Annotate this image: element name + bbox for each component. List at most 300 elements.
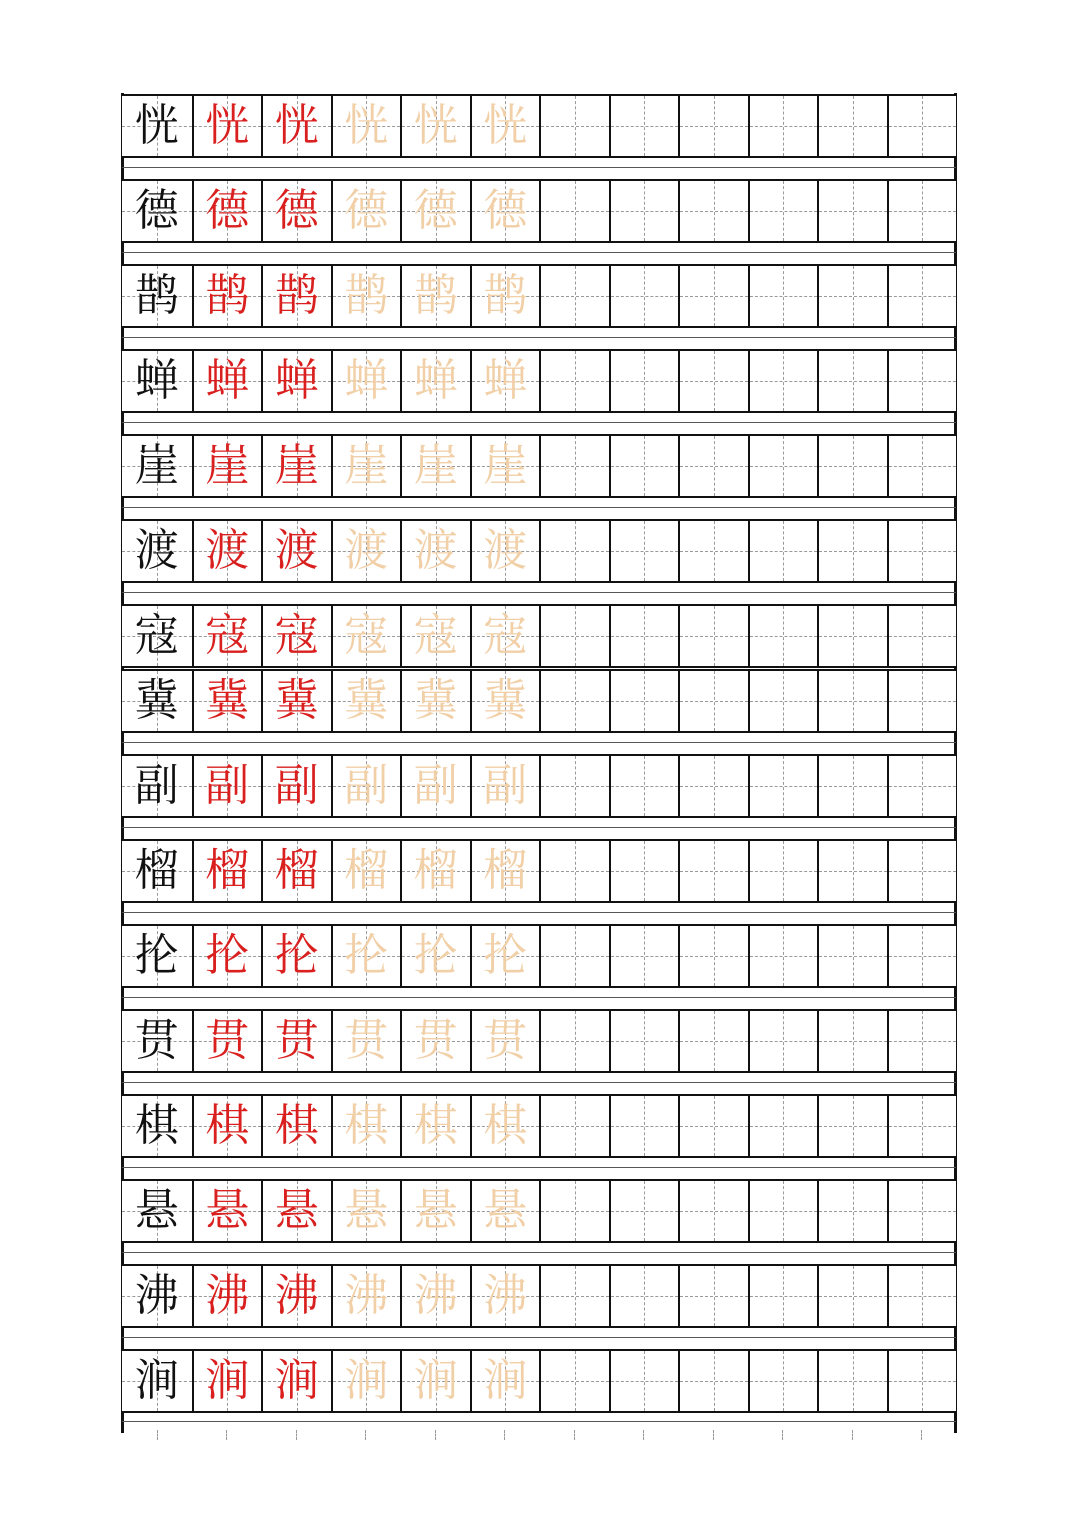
row-spacer: [122, 243, 956, 264]
row-spacer: [122, 733, 956, 754]
horizontal-guide-line: [680, 1126, 748, 1127]
red-example-character: 寇: [205, 610, 250, 661]
model-character: 德: [134, 185, 179, 236]
trace-character: 冀: [413, 675, 458, 726]
model-character-cell: [122, 266, 192, 326]
trace-character: 鹊: [483, 270, 528, 321]
red-example-cell: [192, 1011, 262, 1071]
red-example-character: 沸: [205, 1270, 250, 1321]
blank-writing-cell[interactable]: [748, 521, 818, 581]
horizontal-guide-line: [680, 1296, 748, 1297]
horizontal-guide-line: [750, 1211, 818, 1212]
horizontal-guide-line: [819, 786, 887, 787]
row-spacer: [122, 413, 956, 434]
blank-writing-cell[interactable]: [887, 1266, 957, 1326]
blank-writing-cell[interactable]: [817, 1011, 887, 1071]
practice-row: [122, 434, 956, 498]
spacer-line: [122, 1421, 956, 1422]
trace-character: 涧: [413, 1355, 458, 1406]
blank-writing-cell[interactable]: [678, 671, 748, 731]
horizontal-guide-line: [750, 871, 818, 872]
blank-writing-cell[interactable]: [678, 1011, 748, 1071]
blank-writing-cell[interactable]: [748, 96, 818, 156]
blank-writing-cell[interactable]: [887, 841, 957, 901]
red-example-cell: [261, 1096, 331, 1156]
blank-writing-cell[interactable]: [748, 606, 818, 666]
blank-writing-cell[interactable]: [678, 1266, 748, 1326]
horizontal-guide-line: [680, 466, 748, 467]
model-character: 恍: [134, 100, 179, 151]
trace-cell: [331, 1181, 401, 1241]
red-example-cell: [261, 351, 331, 411]
trace-character: 棋: [344, 1100, 389, 1151]
trace-character: 榴: [413, 845, 458, 896]
horizontal-guide-line: [541, 701, 609, 702]
horizontal-guide-line: [750, 1126, 818, 1127]
horizontal-guide-line: [541, 211, 609, 212]
spacer-line: [122, 827, 956, 828]
horizontal-guide-line: [750, 1381, 818, 1382]
red-example-cell: [192, 756, 262, 816]
blank-writing-cell[interactable]: [539, 1351, 609, 1411]
red-example-cell: [261, 841, 331, 901]
horizontal-guide-line: [541, 1381, 609, 1382]
trace-character: 副: [344, 760, 389, 811]
blank-writing-cell[interactable]: [609, 1351, 679, 1411]
blank-writing-cell[interactable]: [539, 1266, 609, 1326]
blank-writing-cell[interactable]: [748, 436, 818, 496]
spacer-line: [122, 1252, 956, 1253]
trace-character: 崖: [483, 440, 528, 491]
blank-writing-cell[interactable]: [539, 181, 609, 241]
blank-writing-cell[interactable]: [539, 841, 609, 901]
trace-cell: [470, 606, 540, 666]
model-character: 贯: [134, 1015, 179, 1066]
blank-writing-cell[interactable]: [887, 671, 957, 731]
trace-character: 渡: [413, 525, 458, 576]
horizontal-guide-line: [889, 871, 957, 872]
model-character: 抡: [134, 930, 179, 981]
blank-writing-cell[interactable]: [609, 1096, 679, 1156]
horizontal-guide-line: [819, 551, 887, 552]
horizontal-guide-line: [819, 636, 887, 637]
horizontal-guide-line: [680, 126, 748, 127]
trace-cell: [400, 1181, 470, 1241]
blank-writing-cell[interactable]: [817, 1181, 887, 1241]
horizontal-guide-line: [819, 296, 887, 297]
blank-writing-cell[interactable]: [887, 1181, 957, 1241]
red-example-cell: [261, 181, 331, 241]
blank-writing-cell[interactable]: [817, 606, 887, 666]
blank-writing-cell[interactable]: [887, 926, 957, 986]
trace-cell: [400, 1266, 470, 1326]
trace-character: 恍: [344, 100, 389, 151]
trace-cell: [400, 436, 470, 496]
blank-writing-cell[interactable]: [539, 1181, 609, 1241]
spacer-line: [122, 1167, 956, 1168]
red-example-cell: [261, 606, 331, 666]
horizontal-guide-line: [750, 786, 818, 787]
red-example-cell: [192, 1096, 262, 1156]
horizontal-guide-line: [889, 211, 957, 212]
horizontal-guide-line: [889, 296, 957, 297]
horizontal-guide-line: [750, 211, 818, 212]
blank-writing-cell[interactable]: [817, 521, 887, 581]
model-character-cell: [122, 1011, 192, 1071]
red-example-character: 副: [274, 760, 319, 811]
horizontal-guide-line: [819, 1211, 887, 1212]
trace-character: 蝉: [483, 355, 528, 406]
horizontal-guide-line: [680, 296, 748, 297]
practice-row: [122, 1264, 956, 1328]
trace-cell: [470, 926, 540, 986]
blank-writing-cell[interactable]: [887, 521, 957, 581]
horizontal-guide-line: [889, 466, 957, 467]
model-character-cell: [122, 181, 192, 241]
spacer-line: [122, 1337, 956, 1338]
horizontal-guide-line: [889, 126, 957, 127]
trace-character: 德: [483, 185, 528, 236]
blank-writing-cell[interactable]: [817, 1351, 887, 1411]
spacer-line: [122, 167, 956, 168]
spacer-line: [122, 1082, 956, 1083]
blank-writing-cell[interactable]: [609, 351, 679, 411]
trace-cell: [331, 1266, 401, 1326]
row-spacer: [122, 1413, 956, 1430]
bottom-guide-tick: [226, 1430, 227, 1440]
trace-cell: [470, 266, 540, 326]
horizontal-guide-line: [611, 1211, 679, 1212]
row-spacer: [122, 1158, 956, 1179]
trace-cell: [331, 181, 401, 241]
blank-writing-cell[interactable]: [748, 1181, 818, 1241]
trace-cell: [470, 521, 540, 581]
horizontal-guide-line: [611, 786, 679, 787]
blank-writing-cell[interactable]: [609, 96, 679, 156]
red-example-character: 贯: [205, 1015, 250, 1066]
trace-cell: [331, 756, 401, 816]
horizontal-guide-line: [819, 381, 887, 382]
trace-character: 恍: [413, 100, 458, 151]
trace-cell: [470, 1096, 540, 1156]
trace-character: 渡: [344, 525, 389, 576]
horizontal-guide-line: [889, 1041, 957, 1042]
horizontal-guide-line: [889, 786, 957, 787]
blank-writing-cell[interactable]: [887, 351, 957, 411]
blank-writing-cell[interactable]: [678, 756, 748, 816]
blank-writing-cell[interactable]: [887, 1011, 957, 1071]
trace-cell: [400, 351, 470, 411]
red-example-character: 冀: [274, 675, 319, 726]
trace-cell: [400, 841, 470, 901]
blank-writing-cell[interactable]: [748, 1266, 818, 1326]
red-example-cell: [192, 671, 262, 731]
horizontal-guide-line: [889, 1211, 957, 1212]
blank-writing-cell[interactable]: [748, 1011, 818, 1071]
horizontal-guide-line: [541, 381, 609, 382]
blank-writing-cell[interactable]: [748, 351, 818, 411]
red-example-cell: [192, 1181, 262, 1241]
blank-writing-cell[interactable]: [748, 1096, 818, 1156]
trace-character: 德: [413, 185, 458, 236]
trace-character: 沸: [413, 1270, 458, 1321]
blank-writing-cell[interactable]: [609, 606, 679, 666]
trace-character: 榴: [483, 845, 528, 896]
trace-character: 棋: [413, 1100, 458, 1151]
blank-writing-cell[interactable]: [609, 756, 679, 816]
trace-cell: [400, 671, 470, 731]
red-example-character: 恍: [205, 100, 250, 151]
red-example-character: 崖: [274, 440, 319, 491]
blank-writing-cell[interactable]: [609, 926, 679, 986]
blank-writing-cell[interactable]: [539, 351, 609, 411]
red-example-character: 抡: [205, 930, 250, 981]
blank-writing-cell[interactable]: [678, 96, 748, 156]
blank-writing-cell[interactable]: [678, 521, 748, 581]
blank-writing-cell[interactable]: [678, 926, 748, 986]
blank-writing-cell[interactable]: [609, 671, 679, 731]
practice-row: [122, 1349, 956, 1413]
blank-writing-cell[interactable]: [817, 1096, 887, 1156]
red-example-cell: [192, 841, 262, 901]
model-character: 涧: [134, 1355, 179, 1406]
trace-character: 冀: [344, 675, 389, 726]
row-spacer: [122, 818, 956, 839]
blank-writing-cell[interactable]: [817, 671, 887, 731]
red-example-character: 恍: [274, 100, 319, 151]
blank-writing-cell[interactable]: [678, 841, 748, 901]
trace-cell: [470, 1011, 540, 1071]
blank-writing-cell[interactable]: [748, 181, 818, 241]
blank-writing-cell[interactable]: [678, 1181, 748, 1241]
blank-writing-cell[interactable]: [817, 926, 887, 986]
red-example-character: 鹊: [274, 270, 319, 321]
trace-cell: [400, 521, 470, 581]
blank-writing-cell[interactable]: [539, 266, 609, 326]
blank-writing-cell[interactable]: [609, 266, 679, 326]
blank-writing-cell[interactable]: [609, 181, 679, 241]
horizontal-guide-line: [750, 551, 818, 552]
model-character-cell: [122, 521, 192, 581]
horizontal-guide-line: [680, 1211, 748, 1212]
blank-writing-cell[interactable]: [539, 436, 609, 496]
blank-writing-cell[interactable]: [678, 266, 748, 326]
blank-writing-cell[interactable]: [539, 606, 609, 666]
blank-writing-cell[interactable]: [817, 841, 887, 901]
red-example-character: 榴: [274, 845, 319, 896]
trace-character: 冀: [483, 675, 528, 726]
blank-writing-cell[interactable]: [887, 1351, 957, 1411]
practice-row: [122, 264, 956, 328]
red-example-cell: [261, 756, 331, 816]
trace-cell: [331, 266, 401, 326]
blank-writing-cell[interactable]: [748, 756, 818, 816]
practice-row: [122, 519, 956, 583]
bottom-guide-tick: [296, 1430, 297, 1440]
model-character-cell: [122, 1181, 192, 1241]
blank-writing-cell[interactable]: [539, 671, 609, 731]
blank-writing-cell[interactable]: [609, 1011, 679, 1071]
spacer-line: [122, 507, 956, 508]
red-example-cell: [192, 521, 262, 581]
practice-row: [122, 349, 956, 413]
horizontal-guide-line: [541, 466, 609, 467]
trace-character: 榴: [344, 845, 389, 896]
trace-cell: [470, 96, 540, 156]
blank-writing-cell[interactable]: [539, 756, 609, 816]
practice-row: [122, 1094, 956, 1158]
blank-writing-cell[interactable]: [817, 756, 887, 816]
blank-writing-cell[interactable]: [539, 1011, 609, 1071]
horizontal-guide-line: [611, 636, 679, 637]
blank-writing-cell[interactable]: [817, 96, 887, 156]
horizontal-guide-line: [611, 701, 679, 702]
horizontal-guide-line: [889, 636, 957, 637]
red-example-character: 副: [205, 760, 250, 811]
horizontal-guide-line: [889, 1126, 957, 1127]
model-character-cell: [122, 351, 192, 411]
red-example-character: 榴: [205, 845, 250, 896]
trace-cell: [470, 181, 540, 241]
horizontal-guide-line: [611, 1381, 679, 1382]
spacer-line: [122, 742, 956, 743]
blank-writing-cell[interactable]: [748, 671, 818, 731]
blank-writing-cell[interactable]: [817, 266, 887, 326]
model-character: 蝉: [134, 355, 179, 406]
blank-writing-cell[interactable]: [748, 841, 818, 901]
horizontal-guide-line: [541, 871, 609, 872]
blank-writing-cell[interactable]: [609, 521, 679, 581]
blank-writing-cell[interactable]: [817, 181, 887, 241]
practice-row: [122, 839, 956, 903]
blank-writing-cell[interactable]: [539, 1096, 609, 1156]
horizontal-guide-line: [680, 636, 748, 637]
trace-cell: [331, 841, 401, 901]
red-example-character: 悬: [205, 1185, 250, 1236]
row-spacer: [122, 328, 956, 349]
horizontal-guide-line: [541, 296, 609, 297]
blank-writing-cell[interactable]: [678, 181, 748, 241]
red-example-character: 棋: [205, 1100, 250, 1151]
horizontal-guide-line: [750, 126, 818, 127]
red-example-cell: [192, 1266, 262, 1326]
blank-writing-cell[interactable]: [887, 606, 957, 666]
red-example-character: 贯: [274, 1015, 319, 1066]
red-example-character: 渡: [205, 525, 250, 576]
red-example-character: 蝉: [274, 355, 319, 406]
trace-character: 崖: [413, 440, 458, 491]
blank-writing-cell[interactable]: [609, 1181, 679, 1241]
horizontal-guide-line: [680, 871, 748, 872]
blank-writing-cell[interactable]: [539, 926, 609, 986]
red-example-cell: [192, 96, 262, 156]
model-character-cell: [122, 671, 192, 731]
red-example-cell: [261, 96, 331, 156]
blank-writing-cell[interactable]: [817, 1266, 887, 1326]
model-character-cell: [122, 436, 192, 496]
trace-character: 崖: [344, 440, 389, 491]
blank-writing-cell[interactable]: [678, 436, 748, 496]
trace-character: 德: [344, 185, 389, 236]
trace-cell: [331, 1351, 401, 1411]
blank-writing-cell[interactable]: [748, 266, 818, 326]
horizontal-guide-line: [819, 1296, 887, 1297]
practice-row: [122, 669, 956, 733]
horizontal-guide-line: [680, 211, 748, 212]
blank-writing-cell[interactable]: [817, 351, 887, 411]
practice-row: [122, 1179, 956, 1243]
blank-writing-cell[interactable]: [887, 436, 957, 496]
blank-writing-cell[interactable]: [887, 756, 957, 816]
horizontal-guide-line: [541, 786, 609, 787]
blank-writing-cell[interactable]: [539, 521, 609, 581]
horizontal-guide-line: [819, 1041, 887, 1042]
practice-row: [122, 604, 956, 668]
blank-writing-cell[interactable]: [887, 96, 957, 156]
trace-character: 蝉: [344, 355, 389, 406]
blank-writing-cell[interactable]: [678, 1351, 748, 1411]
trace-cell: [470, 1351, 540, 1411]
horizontal-guide-line: [819, 956, 887, 957]
trace-character: 棋: [483, 1100, 528, 1151]
model-character-cell: [122, 1266, 192, 1326]
red-example-character: 鹊: [205, 270, 250, 321]
horizontal-guide-line: [611, 1126, 679, 1127]
trace-cell: [400, 1011, 470, 1071]
blank-writing-cell[interactable]: [678, 606, 748, 666]
red-example-cell: [261, 1351, 331, 1411]
blank-writing-cell[interactable]: [609, 436, 679, 496]
horizontal-guide-line: [819, 211, 887, 212]
blank-writing-cell[interactable]: [817, 436, 887, 496]
spacer-line: [122, 252, 956, 253]
red-example-cell: [261, 521, 331, 581]
trace-character: 沸: [483, 1270, 528, 1321]
horizontal-guide-line: [750, 701, 818, 702]
horizontal-guide-line: [889, 956, 957, 957]
horizontal-guide-line: [819, 466, 887, 467]
blank-writing-cell[interactable]: [539, 96, 609, 156]
trace-character: 渡: [483, 525, 528, 576]
trace-character: 寇: [413, 610, 458, 661]
trace-cell: [331, 926, 401, 986]
blank-writing-cell[interactable]: [678, 1096, 748, 1156]
blank-writing-cell[interactable]: [887, 1096, 957, 1156]
red-example-character: 悬: [274, 1185, 319, 1236]
trace-cell: [331, 521, 401, 581]
horizontal-guide-line: [680, 701, 748, 702]
spacer-line: [122, 422, 956, 423]
trace-character: 鹊: [413, 270, 458, 321]
blank-writing-cell[interactable]: [609, 1266, 679, 1326]
practice-row: [122, 1009, 956, 1073]
trace-character: 抡: [483, 930, 528, 981]
horizontal-guide-line: [819, 126, 887, 127]
red-example-character: 德: [274, 185, 319, 236]
horizontal-guide-line: [680, 956, 748, 957]
trace-character: 悬: [413, 1185, 458, 1236]
row-spacer: [122, 988, 956, 1009]
blank-writing-cell[interactable]: [678, 351, 748, 411]
blank-writing-cell[interactable]: [887, 181, 957, 241]
blank-writing-cell[interactable]: [609, 841, 679, 901]
blank-writing-cell[interactable]: [748, 1351, 818, 1411]
blank-writing-cell[interactable]: [887, 266, 957, 326]
trace-cell: [470, 1266, 540, 1326]
blank-writing-cell[interactable]: [748, 926, 818, 986]
red-example-cell: [192, 351, 262, 411]
bottom-guide-tick: [782, 1430, 783, 1440]
